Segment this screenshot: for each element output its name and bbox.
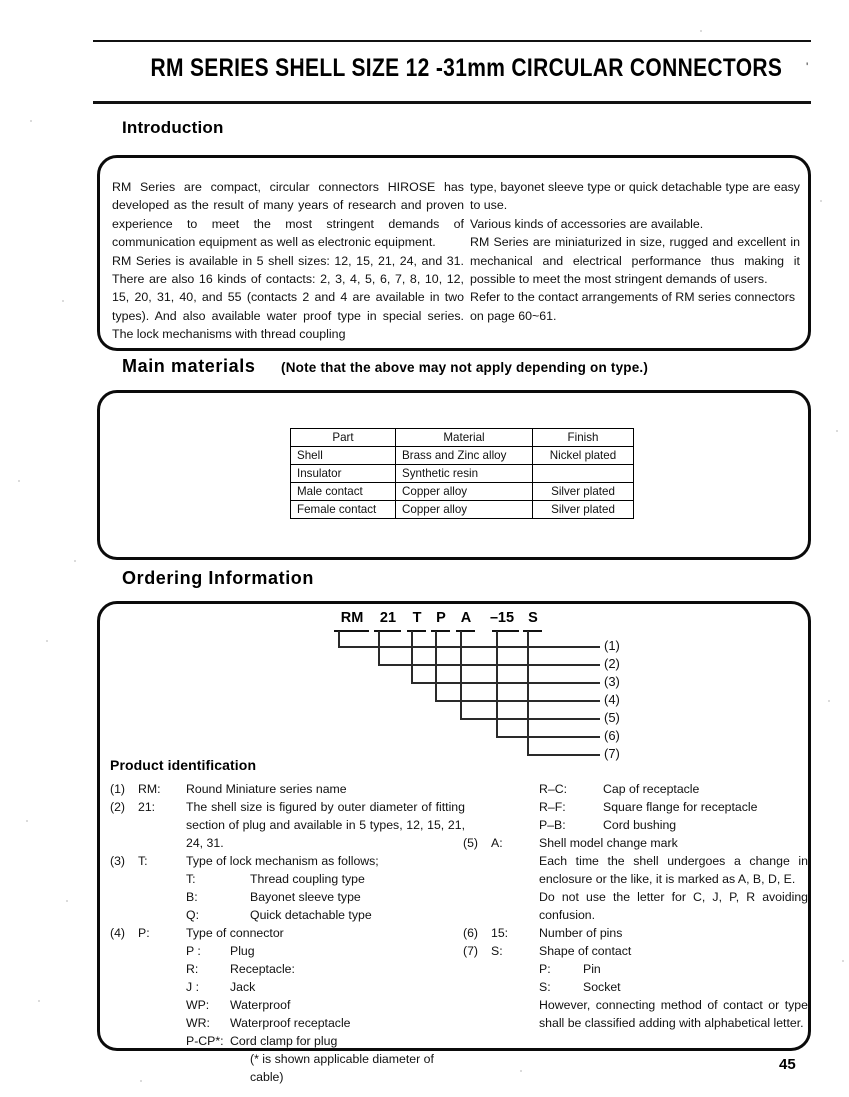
pn-ref-5: (5) xyxy=(604,710,620,725)
pi-sub-code: T: xyxy=(186,872,196,886)
cell-finish xyxy=(533,465,634,483)
pi-sub-description: Square flange for receptacle xyxy=(603,800,758,814)
pi-sub-code: WP: xyxy=(186,998,210,1012)
introduction-left-column xyxy=(112,178,464,344)
pn-ref-1: (1) xyxy=(604,638,620,653)
cell-material: Copper alloy xyxy=(396,483,533,501)
pi-entry xyxy=(463,834,808,852)
pi-entry-number: (5) xyxy=(463,836,479,850)
pi-sub-description: Waterproof receptacle xyxy=(230,1016,351,1030)
pi-sub-code: Q: xyxy=(186,908,199,922)
pi-sub-description: Jack xyxy=(230,980,256,994)
table-row xyxy=(291,483,634,501)
table-row xyxy=(291,501,634,519)
pi-entry xyxy=(110,780,465,798)
pi-entry-description: Round Miniature series name xyxy=(186,782,347,796)
cell-material: Brass and Zinc alloy xyxy=(396,447,533,465)
pn-token-a: A xyxy=(460,610,472,626)
pi-entry xyxy=(463,942,808,960)
pi-entry-description: The shell size is figured by outer diameter of fitting section of plug and available in 5 types, 12, 15, 21, 24, 31. xyxy=(186,800,465,850)
section-heading-main-materials: Main materials xyxy=(122,356,256,376)
intro-paragraph: RM Series are compact, circular connectors HIROSE has developed as the result of many years of research and proven experience to meet the most stringent demands of communication equipment as well as electronic equipment. xyxy=(112,180,464,250)
pn-token-21: 21 xyxy=(379,610,397,626)
pn-bar-p xyxy=(431,630,450,632)
intro-paragraph: RM Series is available in 5 shell sizes: 12, 15, 21, 24, and 31. There are also 16 kinds of contacts: 2, 3, 4, 5, 6, 7, 8, 10, 12, 15, 20, 31, 40, and 55 (contacts 2 and 4 are available in two types). And also available water proof type in special series. The lock mechanisms with thread coupling xyxy=(112,253,464,342)
pi-sub-code: S: xyxy=(539,980,551,994)
pn-drop-4 xyxy=(435,631,437,701)
pi-sub-entry xyxy=(463,816,808,834)
pi-sub-code: J : xyxy=(186,980,199,994)
product-identification-left-column xyxy=(110,780,465,1086)
pi-entry-description: Number of pins xyxy=(539,926,623,940)
pi-sub-entry xyxy=(110,942,465,960)
pi-sub-entry xyxy=(110,888,465,906)
pi-sub-entry xyxy=(463,780,808,798)
pi-entry-description: Shell model change mark xyxy=(539,836,678,850)
cell-material: Copper alloy xyxy=(396,501,533,519)
product-identification-right-column xyxy=(463,780,808,1032)
pn-token-rm: RM xyxy=(340,610,364,626)
cell-finish: Silver plated xyxy=(533,483,634,501)
pi-entry-code: S: xyxy=(491,944,503,958)
pi-sub-code: R–F: xyxy=(539,800,566,814)
pn-bar-s xyxy=(523,630,542,632)
pn-token-dash: – xyxy=(489,610,499,626)
pn-ref-4: (4) xyxy=(604,692,620,707)
pi-sub-entry xyxy=(110,906,465,924)
pi-sub-description: Receptacle: xyxy=(230,962,295,976)
pi-entry xyxy=(110,924,465,942)
pn-token-p: P xyxy=(436,610,446,626)
pn-drop-3 xyxy=(411,631,413,683)
cell-material: Synthetic resin xyxy=(396,465,533,483)
pn-bar-a xyxy=(456,630,475,632)
pn-drop-5 xyxy=(460,631,462,719)
pi-sub-entry xyxy=(463,798,808,816)
pi-entry-number: (4) xyxy=(110,926,126,940)
pi-sub-description: Waterproof xyxy=(230,998,291,1012)
pi-entry-code: A: xyxy=(491,836,503,850)
pi-sub-description: Cord clamp for plug xyxy=(230,1034,338,1048)
cell-part: Female contact xyxy=(291,501,396,519)
pn-ref-3: (3) xyxy=(604,674,620,689)
pi-entry-code: P: xyxy=(138,926,150,940)
pi-entry xyxy=(463,924,808,942)
pi-sub-description: Cap of receptacle xyxy=(603,782,700,796)
pi-entry-code: RM: xyxy=(138,782,161,796)
pi-entry-code: T: xyxy=(138,854,148,868)
pi-sub-code: R: xyxy=(186,962,199,976)
pn-leader-7 xyxy=(527,754,600,756)
intro-paragraph: RM Series are miniaturized in size, rugged and excellent in mechanical and electrical performance thus making it possible to meet the most stringent demands of users. xyxy=(470,235,800,287)
pn-leader-5 xyxy=(460,718,600,720)
header-rule-bottom xyxy=(93,101,811,104)
title-mark: ' xyxy=(806,60,809,74)
table-row xyxy=(291,447,634,465)
section-heading-introduction: Introduction xyxy=(122,118,224,137)
pi-entry-number: (2) xyxy=(110,800,126,814)
pi-sub-entry xyxy=(110,870,465,888)
pi-sub-description: Socket xyxy=(583,980,621,994)
pi-entry-description: Type of connector xyxy=(186,926,284,940)
pn-drop-1 xyxy=(338,631,340,647)
section-heading-ordering-information: Ordering Information xyxy=(122,568,314,588)
cell-finish: Silver plated xyxy=(533,501,634,519)
pi-sub-code: P–B: xyxy=(539,818,566,832)
part-number-breakdown-diagram xyxy=(97,601,811,776)
materials-table xyxy=(290,428,634,519)
pi-entry-code: 21: xyxy=(138,800,156,814)
pi-continuation: Each time the shell undergoes a change in enclosure or the like, it is marked as A, B, D, E. xyxy=(539,854,808,886)
pi-sub-entry xyxy=(110,1032,465,1050)
pi-sub-description: Bayonet sleeve type xyxy=(250,890,361,904)
header-rule-top xyxy=(93,40,811,42)
pi-sub-entry xyxy=(110,996,465,1014)
pi-sub-description: Plug xyxy=(230,944,255,958)
pn-leader-1 xyxy=(338,646,600,648)
pi-entry-number: (6) xyxy=(463,926,479,940)
page-title: RM SERIES SHELL SIZE 12 -31mm CIRCULAR CONNECTORS xyxy=(150,54,783,82)
pi-continuation: Do not use the letter for C, J, P, R avoiding confusion. xyxy=(539,890,808,922)
pi-sub-entry xyxy=(110,978,465,996)
introduction-right-column xyxy=(470,178,800,325)
pi-entry-description: Type of lock mechanism as follows; xyxy=(186,854,379,868)
pi-sub-code: R–C: xyxy=(539,782,568,796)
table-row xyxy=(291,465,634,483)
pi-sub-entry xyxy=(463,978,808,996)
pi-entry-number: (1) xyxy=(110,782,126,796)
pn-ref-6: (6) xyxy=(604,728,620,743)
pi-entry-description: Shape of contact xyxy=(539,944,632,958)
cell-finish: Nickel plated xyxy=(533,447,634,465)
intro-paragraph: Various kinds of accessories are available. xyxy=(470,216,704,231)
column-header-part: Part xyxy=(291,429,396,447)
pn-token-t: T xyxy=(412,610,422,626)
page-number: 45 xyxy=(779,1056,796,1073)
column-header-finish: Finish xyxy=(533,429,634,447)
cell-part: Male contact xyxy=(291,483,396,501)
main-materials-note: (Note that the above may not apply depending on type.) xyxy=(281,360,649,375)
pi-sub-code: WR: xyxy=(186,1016,210,1030)
column-header-material: Material xyxy=(396,429,533,447)
pi-sub-code: P-CP*: xyxy=(186,1034,224,1048)
pn-leader-4 xyxy=(435,700,600,702)
pi-sub-description: Quick detachable type xyxy=(250,908,372,922)
cell-part: Insulator xyxy=(291,465,396,483)
pn-leader-2 xyxy=(378,664,600,666)
pn-ref-2: (2) xyxy=(604,656,620,671)
cell-part: Shell xyxy=(291,447,396,465)
pn-token-s: S xyxy=(528,610,538,626)
pn-token-15: 15 xyxy=(497,610,515,626)
pi-sub-code: P : xyxy=(186,944,201,958)
pi-continuation: However, connecting method of contact or type shall be classified adding with alphabetical letter. xyxy=(539,998,808,1030)
pn-leader-3 xyxy=(411,682,600,684)
pi-sub-entry xyxy=(110,960,465,978)
pi-entry-number: (7) xyxy=(463,944,479,958)
pn-bar-t xyxy=(407,630,426,632)
pi-sub-entry xyxy=(110,1014,465,1032)
pi-sub-code: B: xyxy=(186,890,198,904)
intro-paragraph: Refer to the contact arrangements of RM series connectors on page 60~61. xyxy=(470,290,796,323)
pn-leader-6 xyxy=(496,736,600,738)
product-identification-title: Product identification xyxy=(110,757,257,773)
pi-sub-description: Thread coupling type xyxy=(250,872,365,886)
pi-entry xyxy=(110,852,465,870)
table-header-row xyxy=(291,429,634,447)
pi-entry-number: (3) xyxy=(110,854,126,868)
pn-drop-2 xyxy=(378,631,380,665)
pi-sub-description: Pin xyxy=(583,962,601,976)
pn-ref-7: (7) xyxy=(604,746,620,761)
pi-entry xyxy=(110,798,465,852)
pi-sub-description: Cord bushing xyxy=(603,818,677,832)
pi-sub-code: P: xyxy=(539,962,551,976)
intro-paragraph: type, bayonet sleeve type or quick detachable type are easy to use. xyxy=(470,180,800,213)
pi-entry-code: 15: xyxy=(491,926,509,940)
pi-footnote: (* is shown applicable diameter of cable) xyxy=(250,1052,434,1084)
pi-sub-entry xyxy=(463,960,808,978)
